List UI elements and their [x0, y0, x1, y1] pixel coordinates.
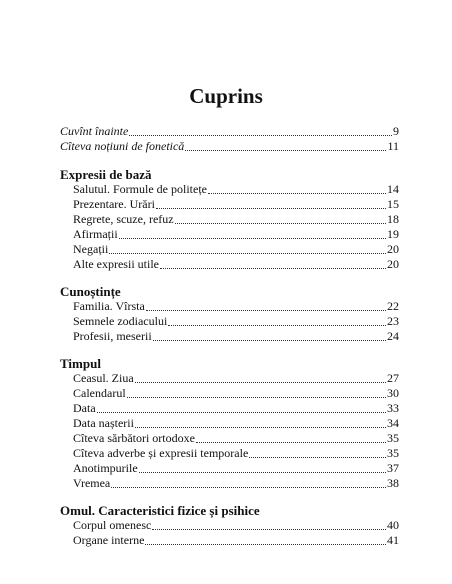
dot-leader: [156, 207, 386, 209]
toc-entry-page: 20: [387, 257, 399, 271]
toc-entry: [60, 197, 399, 212]
toc-entry-label: Cîteva adverbe și expresii temporale: [73, 446, 249, 460]
toc-entry-label: Data nașterii: [73, 416, 134, 430]
toc-entry-page: 33: [387, 401, 399, 415]
toc-entry: [60, 446, 399, 461]
table-of-contents: [60, 124, 399, 548]
toc-entry: [60, 257, 399, 272]
dot-leader: [139, 471, 386, 473]
toc-entry: [60, 227, 399, 242]
toc-entry-label: Prezentare. Urări: [73, 197, 155, 211]
dot-leader: [135, 426, 386, 428]
dot-leader: [249, 456, 386, 458]
dot-leader: [175, 222, 386, 224]
dot-leader: [119, 237, 386, 239]
toc-entry: [60, 533, 399, 548]
toc-entry: [60, 416, 399, 431]
toc-entry-page: 30: [387, 386, 399, 400]
toc-entry-page: 19: [387, 227, 399, 241]
toc-entry: [60, 476, 399, 491]
section-heading: Cunoștințe: [60, 284, 121, 299]
toc-entry-label: Regrete, scuze, refuz: [73, 212, 174, 226]
toc-entry: [60, 139, 399, 154]
toc-entry: [60, 182, 399, 197]
dot-leader: [145, 543, 386, 545]
section-heading: Omul. Caracteristici fizice și psihice: [60, 503, 260, 518]
section-heading: Expresii de bază: [60, 167, 152, 182]
toc-entry-page: 37: [387, 461, 399, 475]
toc-entry-page: 11: [387, 139, 399, 153]
toc-entry-page: 14: [387, 182, 399, 196]
toc-entry-label: Cîteva noțiuni de fonetică: [60, 139, 185, 153]
dot-leader: [111, 486, 386, 488]
toc-entry-page: 18: [387, 212, 399, 226]
dot-leader: [97, 411, 386, 413]
toc-entry: [60, 386, 399, 401]
toc-entry-page: 41: [387, 533, 399, 547]
dot-leader: [152, 528, 386, 530]
toc-entry-page: 35: [387, 431, 399, 445]
toc-entry: [60, 299, 399, 314]
toc-entry-page: 24: [387, 329, 399, 343]
toc-entry-label: Cuvînt înainte: [60, 124, 129, 138]
toc-entry-label: Ceasul. Ziua: [73, 371, 134, 385]
toc-entry-label: Familia. Vîrsta: [73, 299, 145, 313]
toc-entry: [60, 518, 399, 533]
toc-entry-label: Afirmații: [73, 227, 118, 241]
toc-entry-label: Alte expresii utile: [73, 257, 159, 271]
toc-entry-label: Semnele zodiacului: [73, 314, 168, 328]
toc-entry: [60, 401, 399, 416]
toc-entry: [60, 212, 399, 227]
toc-entry-label: Vremea: [73, 476, 111, 490]
toc-entry-label: Corpul omenesc: [73, 518, 152, 532]
dot-leader: [185, 149, 386, 151]
page-title: Cuprins: [189, 84, 263, 108]
toc-entry-page: 20: [387, 242, 399, 256]
toc-entry: [60, 329, 399, 344]
toc-entry-page: 35: [387, 446, 399, 460]
toc-entry: [60, 242, 399, 257]
dot-leader: [208, 192, 386, 194]
dot-leader: [168, 324, 386, 326]
toc-entry: [60, 314, 399, 329]
toc-entry-label: Salutul. Formule de politețe: [73, 182, 207, 196]
toc-entry-page: 9: [393, 124, 399, 138]
dot-leader: [196, 441, 386, 443]
toc-entry: [60, 124, 399, 139]
toc-entry-label: Organe interne: [73, 533, 145, 547]
section-heading: Timpul: [60, 356, 101, 371]
dot-leader: [129, 134, 392, 136]
toc-entry: [60, 431, 399, 446]
toc-entry: [60, 461, 399, 476]
toc-entry-page: 23: [387, 314, 399, 328]
toc-entry-page: 27: [387, 371, 399, 385]
toc-entry-label: Data: [73, 401, 96, 415]
toc-entry-label: Anotimpurile: [73, 461, 138, 475]
toc-entry-label: Calendarul: [73, 386, 126, 400]
toc-entry-label: Negații: [73, 242, 109, 256]
toc-entry-page: 22: [387, 299, 399, 313]
dot-leader: [135, 381, 386, 383]
dot-leader: [146, 309, 386, 311]
dot-leader: [160, 267, 386, 269]
dot-leader: [109, 252, 386, 254]
dot-leader: [127, 396, 386, 398]
toc-entry-label: Cîteva sărbători ortodoxe: [73, 431, 195, 445]
dot-leader: [153, 339, 386, 341]
toc-entry: [60, 371, 399, 386]
toc-entry-page: 40: [387, 518, 399, 532]
toc-entry-label: Profesii, meserii: [73, 329, 152, 343]
toc-entry-page: 15: [387, 197, 399, 211]
toc-entry-page: 38: [387, 476, 399, 490]
toc-entry-page: 34: [387, 416, 399, 430]
